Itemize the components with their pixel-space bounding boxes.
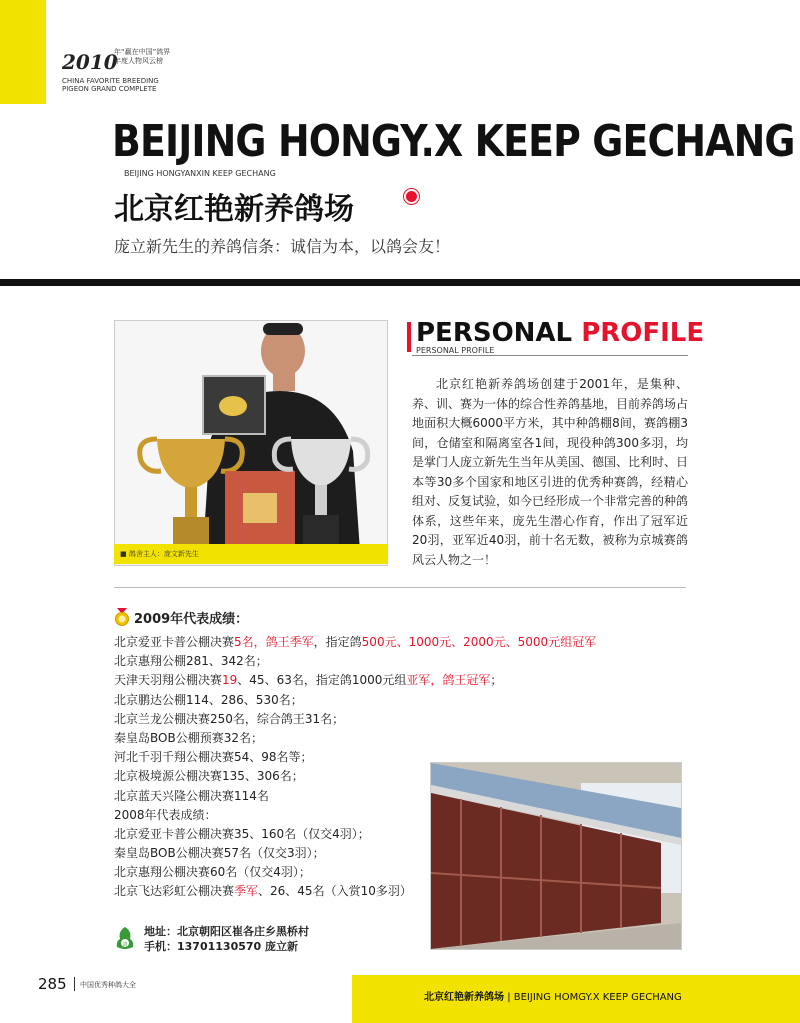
achievement-item	[114, 671, 596, 690]
achievement-text: 北京蓝天兴隆公棚决赛114名	[114, 788, 269, 803]
profile-red-bar	[407, 322, 411, 352]
header-subtitle-line1: 年“赢在中国”鸽界	[114, 48, 171, 56]
profile-subtitle: PERSONAL PROFILE	[416, 346, 495, 355]
svg-text:鸽: 鸽	[122, 942, 128, 948]
header-english	[62, 77, 159, 93]
achievement-text: 河北千羽千翔公棚决赛54、98名等；	[114, 750, 313, 765]
achievement-text: 北京惠翔公棚决赛60名（仅交4羽）；	[114, 865, 311, 880]
header-en-line1: CHINA FAVORITE BREEDING	[62, 77, 159, 85]
contact-address: 地址：北京朝阳区崔各庄乡黑桥村	[144, 925, 309, 938]
pigeon-logo-icon	[114, 925, 136, 951]
divider-rule	[0, 279, 800, 286]
achievement-text: 北京爱亚卡普公棚决赛	[114, 635, 235, 649]
page-title-english-sub: BEIJING HONGYANXIN KEEP GECHANG	[124, 169, 276, 178]
achievement-text: 500元、1000元、2000元、5000元组冠军	[361, 635, 597, 649]
achievement-text: 秦皇岛BOB公棚预赛32名；	[114, 730, 263, 745]
pigeon-loft-illustration	[431, 763, 681, 949]
profile-title	[416, 318, 704, 348]
achievement-text: ；	[490, 673, 503, 688]
achievements-heading: 2009年代表成绩：	[134, 612, 249, 627]
achievement-text: 北京飞达彩虹公棚决赛	[114, 884, 235, 899]
pigeon-loft-photo	[430, 762, 682, 950]
profile-text: 北京红艳新养鸽场创建于2001年，是集种、养、训、赛为一体的综合性养鸽基地，目前养鸽场占地面积大概6000平方米，其中种鸽棚8间，赛鸽棚3间，仓储室和隔离室各1间，现役种鸽300多羽，均是掌门人庞立新先生当年从美国、德国、比利时、日本等30多个国家和地区引进的优秀种赛鸽，经精心组对、反复试验，如今已经形成一个非常完善的种鸽体系，这些年来，庞先生潜心作育，作出了冠军近20羽，亚军近40羽，前十名无数，被称为京城赛鸽风云人物之一！	[412, 377, 689, 567]
achievement-text: 北京极境源公棚决赛135、306名；	[114, 769, 304, 784]
achievement-item	[114, 710, 596, 729]
achievement-item	[114, 633, 596, 652]
page-title-english: BEIJING HONGY.X KEEP GECHANG	[112, 116, 795, 167]
owner-trophy-photo	[114, 320, 388, 566]
header-yellow-bar	[0, 0, 46, 104]
profile-divider	[412, 355, 688, 356]
achievement-text: 2008年代表成绩：	[114, 807, 217, 822]
header-en-line2: PIGEON GRAND COMPLETE	[62, 85, 157, 93]
footer-running-title	[424, 988, 682, 1003]
achievement-text: 天津天羽翔公棚决赛	[114, 673, 223, 688]
medal-icon	[114, 608, 130, 626]
achievement-text: 19	[222, 673, 238, 688]
achievement-text: 、45、63名，指定鸽1000元组	[237, 673, 407, 688]
contact-info	[144, 924, 309, 954]
profile-title-red: PROFILE	[581, 318, 705, 348]
footer-title-en: BEIJING HOMGY.X KEEP GECHANG	[513, 992, 682, 1003]
contact-phone: 手机：13701130570 庞立新	[144, 940, 299, 953]
page-number: 285	[38, 975, 67, 993]
achievement-text: 5名，鸽王季军	[234, 635, 314, 649]
achievement-item	[114, 652, 596, 671]
section-divider	[114, 587, 686, 588]
achievement-text: 北京爱亚卡普公棚决赛35、160名（仅交4羽）；	[114, 826, 370, 841]
achievement-item	[114, 729, 596, 748]
header-subtitle-line2: 年度人物风云榜	[114, 57, 163, 65]
profile-title-black: PERSONAL	[416, 318, 573, 348]
achievement-text: 亚军，鸽王冠军	[406, 673, 491, 688]
achievement-text: 、26、45名（入赏10多羽）	[258, 884, 412, 899]
page-number-divider	[74, 977, 75, 991]
achievement-text: 北京鹏达公棚114、286、530名；	[114, 692, 303, 707]
achievement-text: 季军	[234, 884, 259, 899]
achievement-text: 北京惠翔公棚281、342名；	[114, 654, 268, 669]
book-title: 中国优秀种鸽大全	[80, 981, 136, 989]
footer-title-cn: 北京红艳新养鸽场	[424, 992, 504, 1003]
photo-caption: ■ 鸽舍主人：庞文新先生	[120, 550, 199, 558]
achievement-text: 秦皇岛BOB公棚决赛57名（仅交3羽）；	[114, 846, 325, 861]
header-year: 2010	[62, 50, 118, 74]
red-dot-icon	[404, 189, 419, 204]
footer-separator: |	[507, 992, 511, 1003]
achievement-text: ，指定鸽	[313, 635, 362, 649]
motto: 庞立新先生的养鸽信条：诚信为本，以鸽会友！	[114, 237, 451, 256]
page-title-chinese: 北京红艳新养鸽场	[114, 192, 354, 227]
achievement-text: 北京兰龙公棚决赛250名，综合鸽王31名；	[114, 711, 345, 726]
achievement-item	[114, 691, 596, 710]
owner-trophy-illustration	[115, 321, 387, 565]
header-subtitle	[114, 48, 170, 66]
